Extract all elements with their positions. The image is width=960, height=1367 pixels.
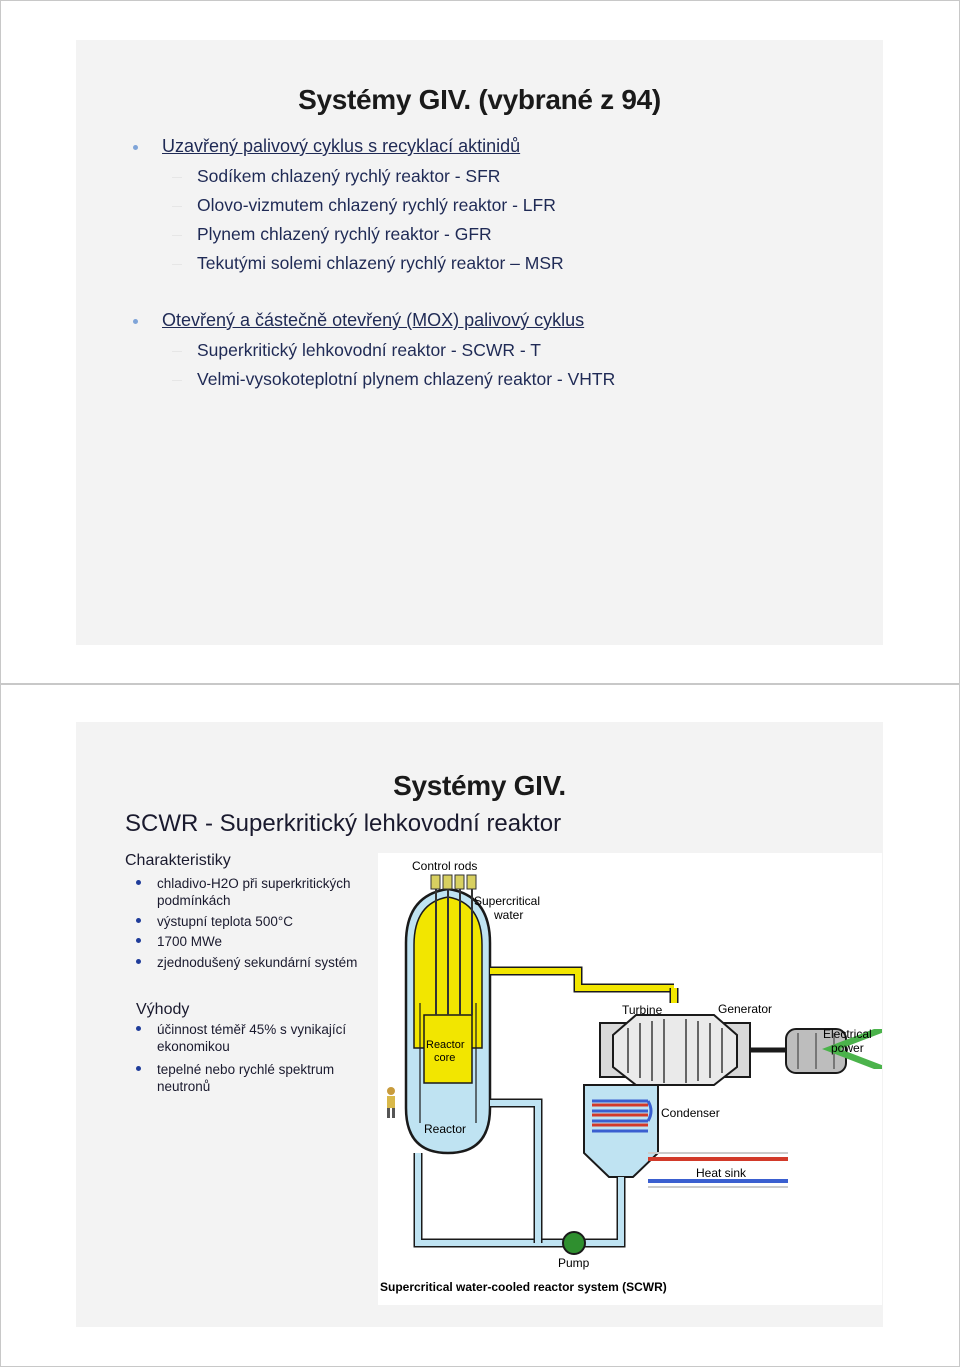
label-turbine: Turbine xyxy=(622,1003,663,1017)
characteristic-item: chladivo-H2O při superkritických podmínkách xyxy=(157,876,351,908)
bullet-dot xyxy=(136,880,141,885)
bullet-dot xyxy=(136,918,141,923)
label-generator: Generator xyxy=(718,1002,773,1016)
steam-pipe xyxy=(490,971,674,1003)
advantages-heading: Výhody xyxy=(136,1001,190,1018)
slide-subtitle: SCWR - Superkritický lehkovodní reaktor xyxy=(125,810,562,837)
advantage-item: tepelné nebo rychlé spektrum neutronů xyxy=(157,1062,335,1094)
bullet-dot xyxy=(136,938,141,943)
pump-icon xyxy=(563,1232,585,1254)
slide-title: Systémy GIV. xyxy=(393,770,566,801)
label-power: power xyxy=(831,1041,864,1055)
label-water: water xyxy=(494,908,524,922)
sub-item: Plynem chlazený rychlý reaktor - GFR xyxy=(197,224,492,244)
dash-marker xyxy=(172,235,182,236)
characteristic-item: výstupní teplota 500°C xyxy=(157,914,293,929)
dash-marker xyxy=(172,351,182,352)
condenser xyxy=(584,1085,658,1177)
dash-marker xyxy=(172,264,182,265)
label-condenser: Condenser xyxy=(661,1106,720,1120)
sub-item: Tekutými solemi chlazený rychlý reaktor – MSR xyxy=(197,253,564,273)
label-pump: Pump xyxy=(558,1256,590,1270)
dash-marker xyxy=(172,380,182,381)
label-control-rods: Control rods xyxy=(412,859,478,873)
bullet-heading-open-cycle: Otevřený a částečně otevřený (MOX) palivový cyklus xyxy=(162,310,585,330)
dash-marker xyxy=(172,177,182,178)
sub-item: Velmi-vysokoteplotní plynem chlazený reaktor - VHTR xyxy=(197,369,616,389)
person-icon xyxy=(387,1087,395,1118)
advantage-item: účinnost téměř 45% s vynikající ekonomikou xyxy=(157,1022,347,1054)
label-core: core xyxy=(434,1052,456,1064)
characteristic-item: 1700 MWe xyxy=(157,934,223,949)
slide-title: Systémy GIV. (vybrané z 94) xyxy=(298,84,661,115)
bullet-heading-closed-cycle: Uzavřený palivový cyklus s recyklací aktinidů xyxy=(162,136,521,156)
sub-item: Sodíkem chlazený rychlý reaktor - SFR xyxy=(197,166,501,186)
diagram-caption: Supercritical water-cooled reactor system (SCWR) xyxy=(380,1280,667,1294)
sub-item: Superkritický lehkovodní reaktor - SCWR - T xyxy=(197,340,541,360)
label-reactor: Reactor xyxy=(424,1122,467,1136)
sub-item: Olovo-vizmutem chlazený rychlý reaktor - LFR xyxy=(197,195,556,215)
label-heat-sink: Heat sink xyxy=(696,1166,747,1180)
label-reactor-core: Reactor xyxy=(426,1039,465,1051)
turbine xyxy=(600,1015,786,1085)
scwr-diagram xyxy=(378,853,882,1305)
dash-marker xyxy=(172,206,182,207)
slide-2 xyxy=(76,722,883,1327)
bullet-dot xyxy=(133,145,138,150)
bullet-dot xyxy=(136,1026,141,1031)
characteristics-heading: Charakteristiky xyxy=(125,852,231,869)
label-supercritical: Supercritical xyxy=(474,894,541,908)
bullet-dot xyxy=(133,319,138,324)
bullet-dot xyxy=(136,1066,141,1071)
scwr-diagram-svg xyxy=(378,853,882,1305)
characteristic-item: zjednodušený sekundární systém xyxy=(157,955,358,970)
label-electrical: Electrical xyxy=(823,1027,872,1041)
bullet-dot xyxy=(136,959,141,964)
slide-1 xyxy=(76,40,883,645)
reactor-vessel xyxy=(406,875,490,1153)
